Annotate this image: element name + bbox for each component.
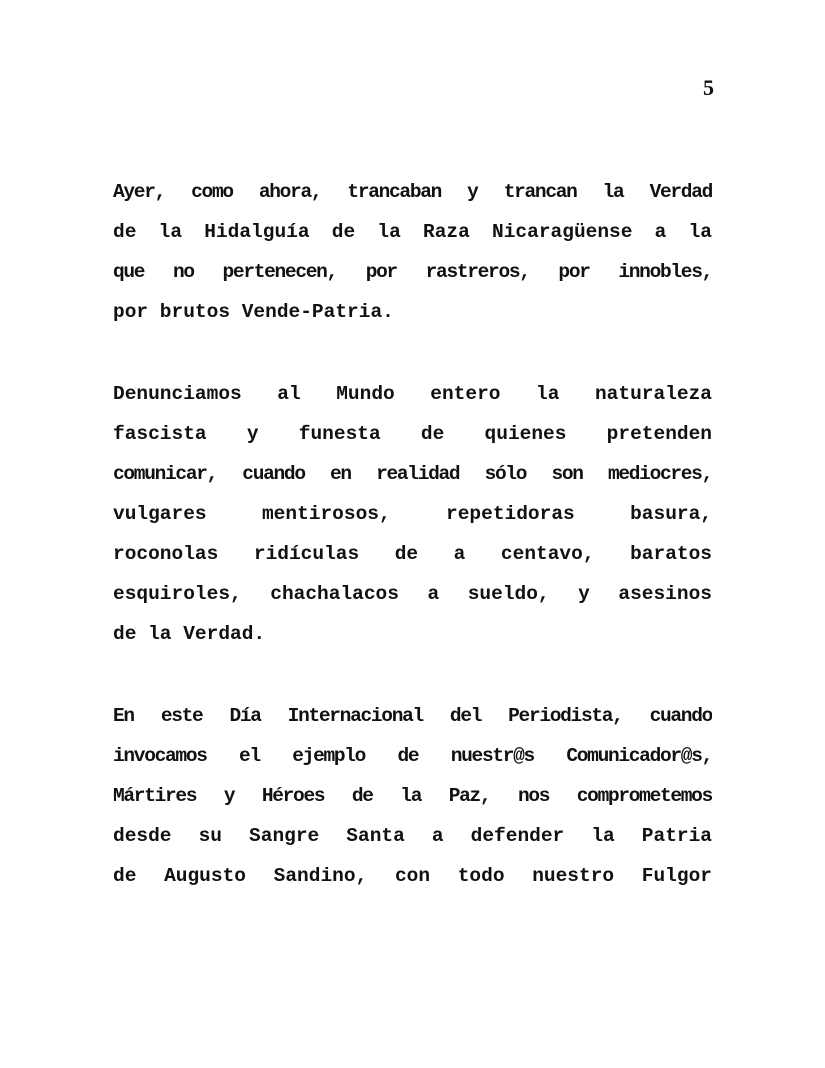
paragraph-1 xyxy=(113,172,712,332)
text-line: invocamos el ejemplo de nuestr@s Comunicador@s, xyxy=(113,745,712,767)
text-line: roconolas ridículas de a centavo, baratos xyxy=(113,543,712,565)
text-line: de Augusto Sandino, con todo nuestro Fulgor xyxy=(113,865,712,887)
text-line: de la Verdad. xyxy=(113,623,266,645)
text-line: comunicar, cuando en realidad sólo son mediocres, xyxy=(113,463,712,485)
paragraph-2 xyxy=(113,374,712,654)
text-line: vulgares mentirosos, repetidoras basura, xyxy=(113,503,712,525)
text-line: esquiroles, chachalacos a sueldo, y asesinos xyxy=(113,583,712,605)
text-line: En este Día Internacional del Periodista, cuando xyxy=(113,705,712,727)
text-line: que no pertenecen, por rastreros, por innobles, xyxy=(113,261,712,283)
paragraph-3 xyxy=(113,696,712,896)
text-line: fascista y funesta de quienes pretenden xyxy=(113,423,712,445)
text-line: Ayer, como ahora, trancaban y trancan la Verdad xyxy=(113,181,712,203)
text-line: desde su Sangre Santa a defender la Patria xyxy=(113,825,712,847)
page-number: 5 xyxy=(703,75,714,100)
text-line: por brutos Vende-Patria. xyxy=(113,301,394,323)
text-line: Denunciamos al Mundo entero la naturaleza xyxy=(113,383,712,405)
text-line: de la Hidalguía de la Raza Nicaragüense a la xyxy=(113,221,712,243)
text-line: Mártires y Héroes de la Paz, nos comprometemos xyxy=(113,785,712,807)
